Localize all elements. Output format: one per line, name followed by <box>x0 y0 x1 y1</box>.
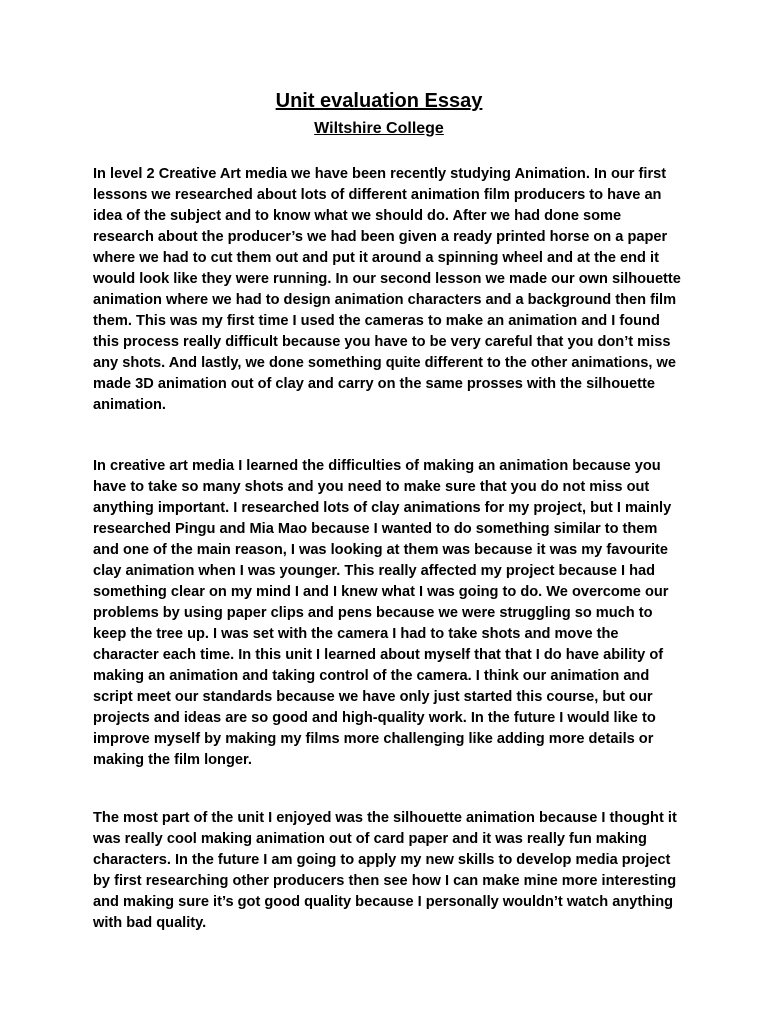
document-title: Unit evaluation Essay <box>275 90 483 112</box>
paragraph-1: In level 2 Creative Art media we have been recently studying Animation. In our first lessons we researched about lots of different animation film producers to have an idea of the subject and to know what we should do. After we had done some research about the producer’s we had been given a ready printed horse on a paper where we had to cut them out and put it around a spinning wheel and at the end it would look like they were running. In our second lesson we made our own silhouette animation where we had to design animation characters and a background then film them. This was my first time I used the cameras to make an animation and I found this process really difficult because you have to be very careful that you don’t miss any shots. And lastly, we done something quite different to the other animations, we made 3D animation out of clay and carry on the same prosses with the silhouette animation. <box>93 166 681 413</box>
document-subtitle: Wiltshire College <box>314 120 444 137</box>
paragraph-2: In creative art media I learned the difficulties of making an animation because you have to take so many shots and you need to make sure that you do not miss out anything important. I researched lots of clay animations for my project, but I mainly researched Pingu and Mia Mao because I wanted to do something similar to them and one of the main reason, I was looking at them was because it was my favourite clay animation when I was younger. This really affected my project because I had something clear on my mind I and I knew what I was going to do. We overcome our problems by using paper clips and pens because we were struggling so much to keep the tree up. I was set with the camera I had to take shots and move the character each time. In this unit I learned about myself that that I do have ability of making an animation and taking control of the camera. I think our animation and script meet our standards because we have only just started this course, but our projects and ideas are so good and high-quality work. In the future I would like to improve myself by making my films more challenging like adding more details or making the film longer. <box>93 458 672 768</box>
paragraph-3: The most part of the unit I enjoyed was the silhouette animation because I thought it was really cool making animation out of card paper and it was really fun making characters. In the future I am going to apply my new skills to develop media project by first researching other producers then see how I can make mine more interesting and making sure it’s got good quality because I personally wouldn’t watch anything with bad quality. <box>93 810 677 931</box>
